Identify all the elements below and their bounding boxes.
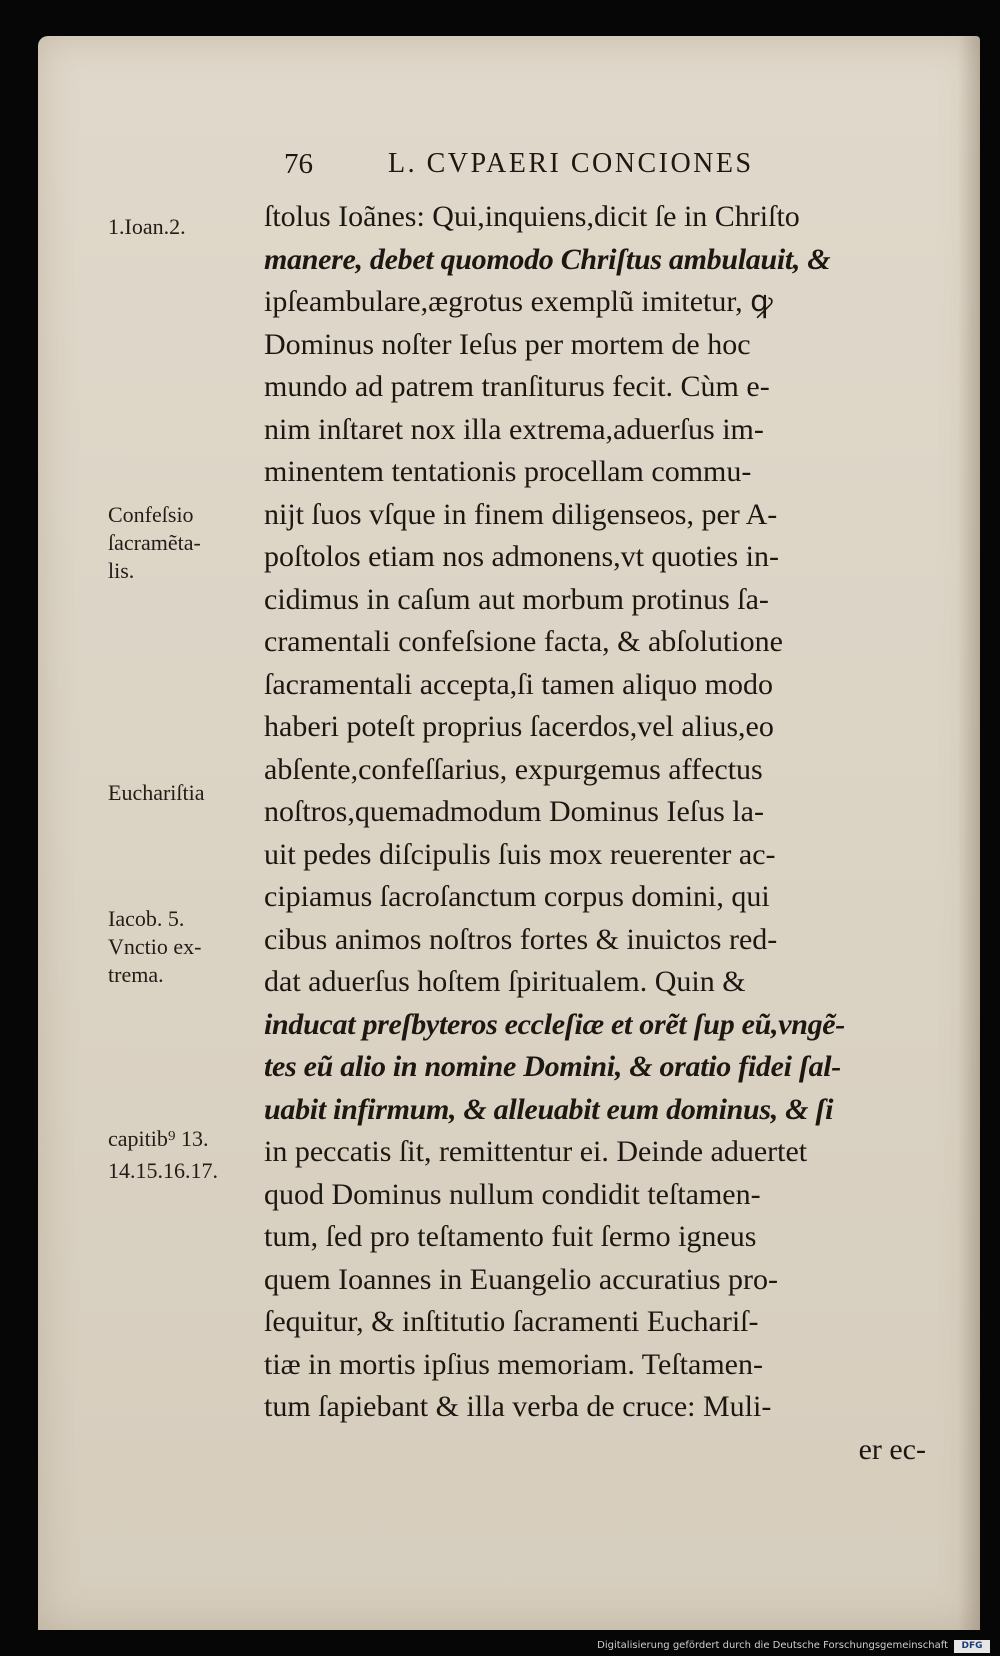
text-line: noſtros,quemadmodum Dominus Ieſus la- — [264, 795, 764, 828]
margin-note-confessio: lis. — [108, 558, 135, 583]
text-line: ſequitur, & inſtitutio ſacramenti Euchariſ- — [264, 1305, 759, 1338]
margin-note-iacob: Iacob. 5. — [108, 906, 185, 931]
text-line: ſacramentali accepta,ſi tamen aliquo modo — [264, 667, 773, 701]
text-line: nim inſtaret nox illa extrema,aduerſus im- — [264, 412, 764, 446]
text-line: cramentali confeſsione facta, & abſolutione — [264, 625, 783, 658]
text-line: tiæ in mortis ipſius memoriam. Teſtamen- — [264, 1347, 763, 1381]
margin-note-unctio: Vnctio ex- — [108, 934, 202, 959]
text-line: nijt ſuos vſque in finem diligenseos, per A- — [264, 497, 778, 531]
text-line: quod Dominus nullum condidit teſtamen- — [264, 1177, 761, 1211]
text-line: inducat preſbyteros eccleſiæ et orẽt ſup eũ,vngẽ- — [264, 1007, 845, 1041]
text-line: tum, ſed pro teſtamento fuit ſermo igneus — [264, 1220, 757, 1253]
text-line: tum ſapiebant & illa verba de cruce: Muli- — [264, 1390, 772, 1423]
book-page — [38, 36, 980, 1630]
text-line: uit pedes diſcipulis ſuis mox reuerenter ac- — [264, 837, 776, 871]
margin-note-unctio: trema. — [108, 962, 164, 987]
text-line: er ec- — [858, 1432, 926, 1466]
text-line: cidimus in caſum aut morbum protinus ſa- — [264, 582, 769, 616]
text-line: cipiamus ſacroſanctum corpus domini, qui — [264, 880, 770, 913]
margin-note-ioan: 1.Ioan.2. — [108, 214, 186, 239]
text-line: dat aduerſus hoſtem ſpiritualem. Quin & — [264, 965, 746, 998]
margin-note-capitib: capitib⁹ 13. — [108, 1126, 209, 1151]
margin-note-capitib: 14.15.16.17. — [108, 1158, 218, 1183]
margin-note-confessio: Confeſsio — [108, 502, 194, 527]
text-line: minentem tentationis procellam commu- — [264, 455, 752, 488]
text-line: haberi poteſt proprius ſacerdos,vel alius,eo — [264, 710, 774, 743]
page-number: 76 — [284, 148, 313, 180]
text-line: cibus animos noſtros fortes & inuictos red- — [264, 922, 778, 956]
text-line: ipſeambulare,ægrotus exemplũ imitetur, ꝙ — [264, 285, 773, 318]
margin-note-confessio: ſacramẽta- — [108, 530, 201, 555]
text-line: abſente,confeſſarius, expurgemus affectus — [264, 752, 763, 786]
text-line: ſtolus Ioãnes: Qui,inquiens,dicit ſe in Chriſto — [264, 200, 800, 233]
text-line: tes eũ alio in nomine Domini, & oratio fidei ſal- — [264, 1050, 841, 1083]
text-line: in peccatis ſit, remittentur ei. Deinde aduertet — [264, 1135, 808, 1168]
text-line: poſtolos etiam nos admonens,vt quoties in- — [264, 540, 779, 573]
margin-note-eucharistia: Euchariſtia — [108, 780, 205, 805]
running-head: L. CVPAERI CONCIONES — [388, 148, 754, 179]
footer-credit: Digitalisierung gefördert durch die Deutsche Forschungsgemeinschaft — [597, 1640, 948, 1651]
text-line: manere, debet quomodo Chriſtus ambulauit, & — [264, 242, 831, 276]
text-line: mundo ad patrem tranſiturus fecit. Cùm e- — [264, 370, 770, 403]
body-text — [264, 196, 980, 1471]
dfg-logo: DFG — [954, 1640, 990, 1653]
page-header — [38, 148, 980, 188]
text-line: quem Ioannes in Euangelio accuratius pro- — [264, 1262, 778, 1296]
text-line: uabit infirmum, & alleuabit eum dominus, & ſi — [264, 1092, 834, 1126]
text-line: Dominus noſter Ieſus per mortem de hoc — [264, 327, 751, 361]
